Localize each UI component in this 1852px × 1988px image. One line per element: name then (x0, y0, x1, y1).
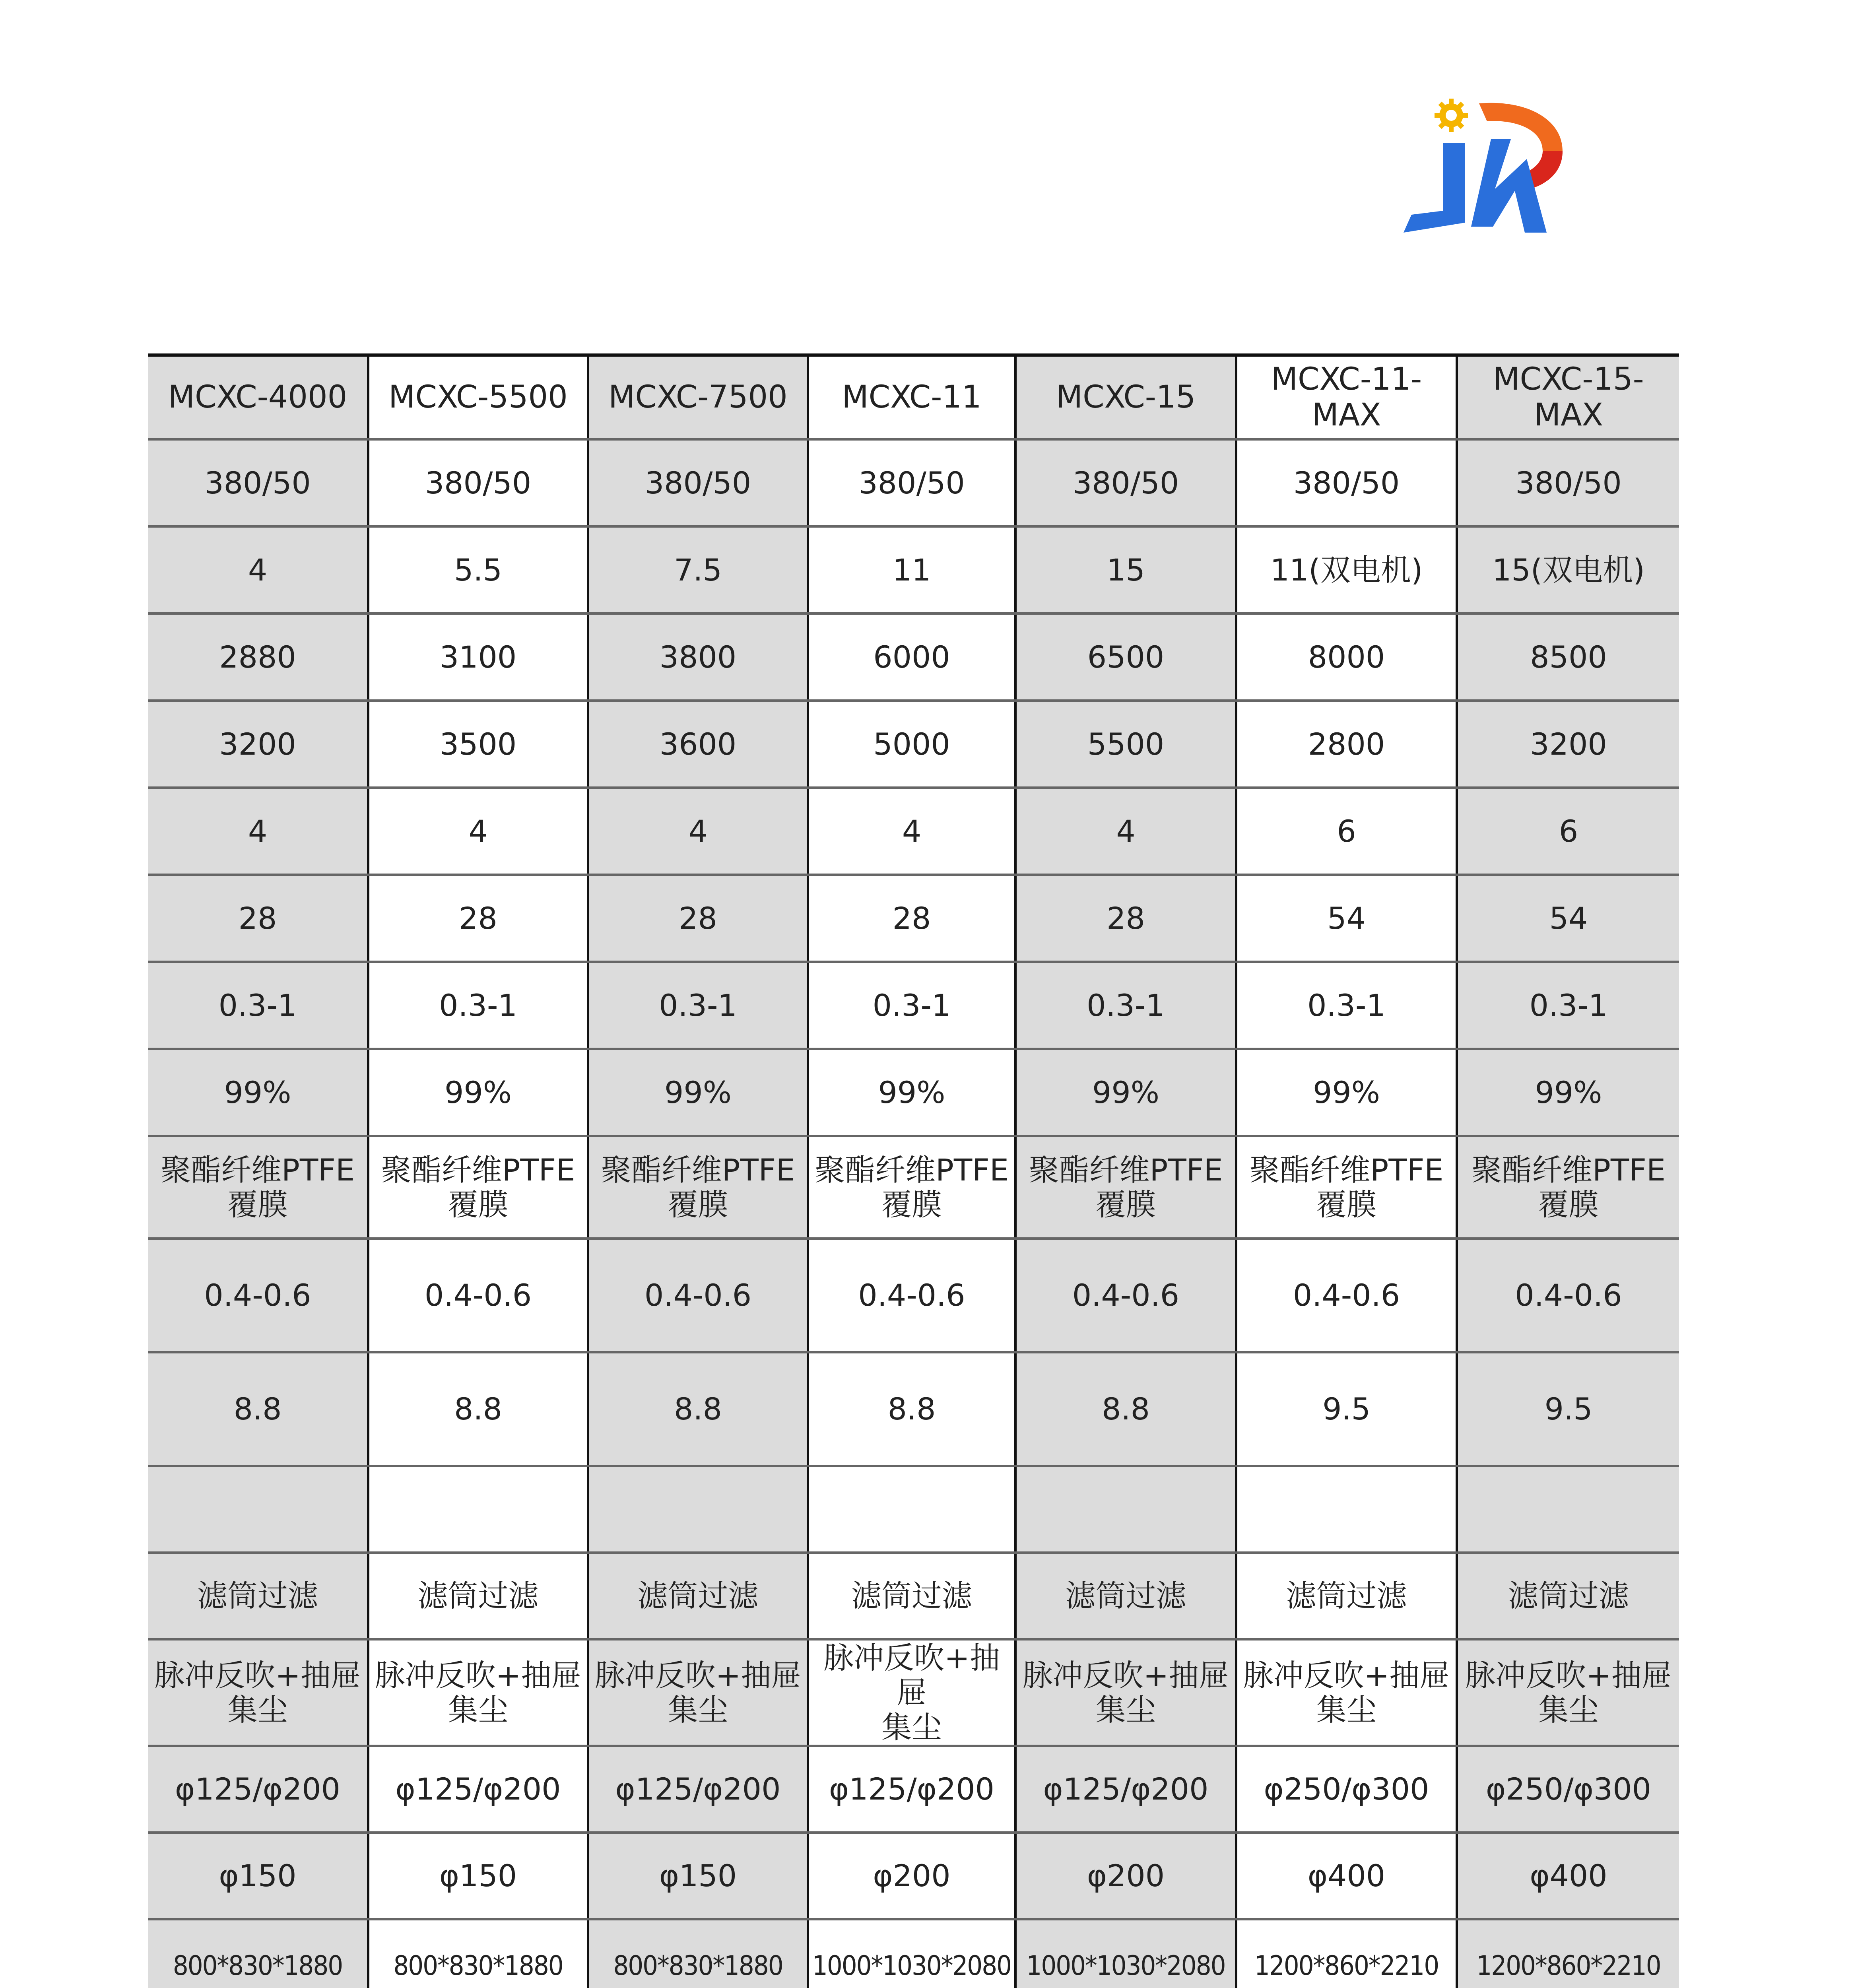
table-cell: 7.5 (588, 526, 808, 613)
table-row (148, 526, 1679, 613)
table-cell: 99% (368, 1049, 588, 1136)
table-cell: 800*830*1880 (588, 1919, 808, 1988)
table-cell: 0.4-0.6 (808, 1239, 1015, 1352)
table-cell: 99% (1015, 1049, 1236, 1136)
table-cell: φ125/φ200 (808, 1746, 1015, 1833)
table-cell: 1000*1030*2080 (808, 1919, 1015, 1988)
table-cell (368, 1466, 588, 1553)
table-cell: 11 (808, 526, 1015, 613)
table-cell: 0.4-0.6 (1236, 1239, 1457, 1352)
table-cell: 滤筒过滤 (368, 1553, 588, 1639)
table-cell: 99% (588, 1049, 808, 1136)
table-cell: 15 (1015, 526, 1236, 613)
table-cell: 99% (1457, 1049, 1679, 1136)
table-cell: 3100 (368, 613, 588, 701)
table-cell: 滤筒过滤 (148, 1553, 368, 1639)
table-row (148, 1833, 1679, 1919)
table-cell: 4 (808, 788, 1015, 875)
table-cell: 380/50 (1236, 439, 1457, 526)
table-cell: 0.3-1 (368, 962, 588, 1049)
table-cell: MCXC-7500 (588, 355, 808, 439)
table-cell: 5500 (1015, 701, 1236, 788)
table-cell: φ200 (808, 1833, 1015, 1919)
table-cell: 0.4-0.6 (148, 1239, 368, 1352)
table-cell: 聚酯纤维PTFE 覆膜 (148, 1136, 368, 1239)
table-cell: 脉冲反吹+抽屉 集尘 (148, 1639, 368, 1746)
table-cell: 380/50 (368, 439, 588, 526)
table-cell: 2880 (148, 613, 368, 701)
table-cell: 0.3-1 (1457, 962, 1679, 1049)
table-cell: φ200 (1015, 1833, 1236, 1919)
table-cell: φ150 (588, 1833, 808, 1919)
gear-icon (1435, 99, 1468, 132)
table-cell: 6 (1236, 788, 1457, 875)
table-row (148, 1352, 1679, 1466)
table-cell: 3800 (588, 613, 808, 701)
table-cell: 脉冲反吹+抽屉 集尘 (368, 1639, 588, 1746)
table-row (148, 1466, 1679, 1553)
table-cell: 6500 (1015, 613, 1236, 701)
table-cell: 380/50 (588, 439, 808, 526)
table-cell: 0.4-0.6 (1015, 1239, 1236, 1352)
table-cell: φ150 (148, 1833, 368, 1919)
table-cell: 8.8 (368, 1352, 588, 1466)
table-cell: 0.4-0.6 (368, 1239, 588, 1352)
table-cell: MCXC-4000 (148, 355, 368, 439)
table-cell (1236, 1466, 1457, 1553)
table-cell: MCXC-15-MAX (1457, 355, 1679, 439)
table-cell: MCXC-5500 (368, 355, 588, 439)
table-cell: 800*830*1880 (368, 1919, 588, 1988)
table-cell: 聚酯纤维PTFE 覆膜 (808, 1136, 1015, 1239)
table-cell: 4 (1015, 788, 1236, 875)
table-cell: 0.3-1 (588, 962, 808, 1049)
table-cell: 1200*860*2210 (1457, 1919, 1679, 1988)
table-cell (1015, 1466, 1236, 1553)
table-cell: 1000*1030*2080 (1015, 1919, 1236, 1988)
table-cell: 0.4-0.6 (588, 1239, 808, 1352)
table-cell: 8.8 (1015, 1352, 1236, 1466)
table-cell: 滤筒过滤 (808, 1553, 1015, 1639)
table-cell (808, 1466, 1015, 1553)
table-row (148, 1239, 1679, 1352)
table-cell: 15(双电机) (1457, 526, 1679, 613)
table-cell: 28 (368, 875, 588, 962)
table-cell: MCXC-15 (1015, 355, 1236, 439)
table-cell: 0.3-1 (1015, 962, 1236, 1049)
table-cell: 380/50 (1015, 439, 1236, 526)
table-row (148, 1136, 1679, 1239)
table-cell: 滤筒过滤 (588, 1553, 808, 1639)
table-cell: 8.8 (148, 1352, 368, 1466)
specification-table (148, 353, 1679, 1988)
table-cell: 0.3-1 (148, 962, 368, 1049)
model-header-row (148, 355, 1679, 439)
table-cell: 28 (1015, 875, 1236, 962)
table-cell: 99% (148, 1049, 368, 1136)
table-cell: 28 (148, 875, 368, 962)
table-cell: 脉冲反吹+抽屉 集尘 (588, 1639, 808, 1746)
table-cell: 3600 (588, 701, 808, 788)
table-row (148, 1746, 1679, 1833)
table-cell: 9.5 (1236, 1352, 1457, 1466)
company-logo (1396, 91, 1571, 243)
table-cell: φ125/φ200 (1015, 1746, 1236, 1833)
table-row (148, 1553, 1679, 1639)
table-cell: 滤筒过滤 (1015, 1553, 1236, 1639)
table-cell: 0.3-1 (808, 962, 1015, 1049)
table-cell: 28 (808, 875, 1015, 962)
table-row (148, 701, 1679, 788)
table-cell: 6000 (808, 613, 1015, 701)
table-cell: φ400 (1457, 1833, 1679, 1919)
table-cell: 3500 (368, 701, 588, 788)
table-cell: 9.5 (1457, 1352, 1679, 1466)
table-cell: 滤筒过滤 (1236, 1553, 1457, 1639)
table-cell: 6 (1457, 788, 1679, 875)
table-cell: 8000 (1236, 613, 1457, 701)
table-cell: φ400 (1236, 1833, 1457, 1919)
table-cell: 4 (148, 526, 368, 613)
table-cell: 28 (588, 875, 808, 962)
table-cell: 8.8 (588, 1352, 808, 1466)
table-cell: 4 (148, 788, 368, 875)
table-cell: 0.4-0.6 (1457, 1239, 1679, 1352)
table-cell: φ125/φ200 (148, 1746, 368, 1833)
table-cell: 脉冲反吹+抽屉 集尘 (1457, 1639, 1679, 1746)
table-cell: 聚酯纤维PTFE 覆膜 (1236, 1136, 1457, 1239)
table-cell: 800*830*1880 (148, 1919, 368, 1988)
table-cell: 聚酯纤维PTFE 覆膜 (368, 1136, 588, 1239)
table-cell: φ125/φ200 (588, 1746, 808, 1833)
table-row (148, 788, 1679, 875)
table-cell: 2800 (1236, 701, 1457, 788)
table-cell: 99% (1236, 1049, 1457, 1136)
table-cell: 聚酯纤维PTFE 覆膜 (588, 1136, 808, 1239)
table-cell: 脉冲反吹+抽屉 集尘 (1236, 1639, 1457, 1746)
table-cell: 5000 (808, 701, 1015, 788)
table-cell: 聚酯纤维PTFE 覆膜 (1457, 1136, 1679, 1239)
table-cell: 54 (1457, 875, 1679, 962)
table-cell (588, 1466, 808, 1553)
table-cell: 54 (1236, 875, 1457, 962)
table-cell: 1200*860*2210 (1236, 1919, 1457, 1988)
table-cell: φ125/φ200 (368, 1746, 588, 1833)
table-cell: MCXC-11-MAX (1236, 355, 1457, 439)
table-cell: 4 (588, 788, 808, 875)
table-cell: 3200 (148, 701, 368, 788)
table-cell: 滤筒过滤 (1457, 1553, 1679, 1639)
table-cell: φ250/φ300 (1457, 1746, 1679, 1833)
table-cell: 99% (808, 1049, 1015, 1136)
table-cell: φ250/φ300 (1236, 1746, 1457, 1833)
table-row (148, 1919, 1679, 1988)
table-cell: 4 (368, 788, 588, 875)
table-cell: 380/50 (1457, 439, 1679, 526)
table-cell: 380/50 (148, 439, 368, 526)
table-cell: MCXC-11 (808, 355, 1015, 439)
table-cell: 11(双电机) (1236, 526, 1457, 613)
table-row (148, 439, 1679, 526)
table-cell: 380/50 (808, 439, 1015, 526)
table-cell (148, 1466, 368, 1553)
table-row (148, 1639, 1679, 1746)
table-cell: 5.5 (368, 526, 588, 613)
table-row (148, 875, 1679, 962)
table-row (148, 962, 1679, 1049)
table-cell: φ150 (368, 1833, 588, 1919)
table-cell (1457, 1466, 1679, 1553)
table-cell: 8500 (1457, 613, 1679, 701)
table-cell: 聚酯纤维PTFE 覆膜 (1015, 1136, 1236, 1239)
table-row (148, 1049, 1679, 1136)
table-row (148, 613, 1679, 701)
table-cell: 脉冲反吹+抽屉 集尘 (808, 1639, 1015, 1746)
table-cell: 8.8 (808, 1352, 1015, 1466)
table-cell: 0.3-1 (1236, 962, 1457, 1049)
table-cell: 3200 (1457, 701, 1679, 788)
table-cell: 脉冲反吹+抽屉 集尘 (1015, 1639, 1236, 1746)
